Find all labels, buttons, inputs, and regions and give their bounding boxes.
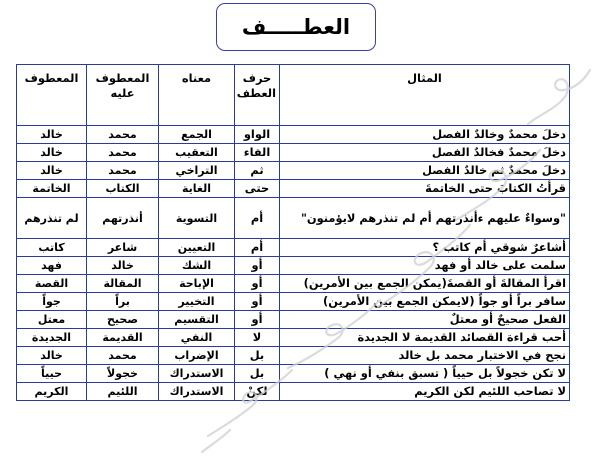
table-row	[17, 383, 570, 401]
particle-cell: أو	[235, 275, 280, 293]
table-row	[17, 239, 570, 257]
antecedent-cell: محمد	[87, 347, 159, 365]
page-title: العطـــــف	[241, 15, 351, 39]
particle-cell: بل	[235, 347, 280, 365]
antecedent-cell: محمد	[87, 126, 159, 144]
table-row	[17, 365, 570, 383]
particle-cell: لا	[235, 329, 280, 347]
header-meaning: معناه	[159, 65, 235, 126]
example-cell: لا تصاحب اللئيم لكن الكريم	[280, 383, 570, 401]
particle-cell: حتى	[235, 180, 280, 198]
conjoined-cell: معتل	[17, 311, 87, 329]
meaning-cell: التعيين	[159, 239, 235, 257]
antecedent-cell: محمد	[87, 144, 159, 162]
table-row	[17, 329, 570, 347]
particle-cell: أو	[235, 293, 280, 311]
table-row	[17, 347, 570, 365]
conjoined-cell: كاتب	[17, 239, 87, 257]
example-cell: سلمت على خالد أو فهد	[280, 257, 570, 275]
antecedent-cell: صحيح	[87, 311, 159, 329]
antecedent-cell: الكتاب	[87, 180, 159, 198]
particle-cell: أو	[235, 257, 280, 275]
table-row	[17, 257, 570, 275]
conjoined-cell: فهد	[17, 257, 87, 275]
meaning-cell: التعقيب	[159, 144, 235, 162]
particle-cell: أو	[235, 311, 280, 329]
conjoined-cell: القصة	[17, 275, 87, 293]
example-cell: قرأتُ الكتابَ حتى الخاتمةَ	[280, 180, 570, 198]
meaning-cell: التخيير	[159, 293, 235, 311]
header-conjoined: المعطوف	[17, 65, 87, 126]
example-cell: سافر براً أو جواً (لايمكن الجمع بين الأمرين)	[280, 293, 570, 311]
meaning-cell: التقسيم	[159, 311, 235, 329]
conjoined-cell: خالد	[17, 144, 87, 162]
example-cell: اقرأ المقالةَ أو القصةَ(يمكن الجمع بين الأمرين)	[280, 275, 570, 293]
example-cell: لا تكن خجولاً بل حيياً ( تسبق بنفي أو نهي )	[280, 365, 570, 383]
antecedent-cell: القديمة	[87, 329, 159, 347]
antecedent-cell: خالد	[87, 257, 159, 275]
example-cell: نجح في الاختبار محمد بل خالد	[280, 347, 570, 365]
particle-cell: الواو	[235, 126, 280, 144]
conjoined-cell: الجديدة	[17, 329, 87, 347]
antecedent-cell: اللئيم	[87, 383, 159, 401]
particle-cell: ثم	[235, 162, 280, 180]
conjoined-cell: لم تنذرهم	[17, 198, 87, 239]
meaning-cell: الاستدراك	[159, 365, 235, 383]
table-row	[17, 198, 570, 239]
meaning-cell: الإباحة	[159, 275, 235, 293]
title-box	[216, 3, 376, 51]
conjoined-cell: الكريم	[17, 383, 87, 401]
example-cell: أحب قراءة القصائد القديمة لا الجديدة	[280, 329, 570, 347]
antecedent-cell: محمد	[87, 162, 159, 180]
example-cell: دخلَ محمدٌ ثم خالدٌ الفصل	[280, 162, 570, 180]
table-row	[17, 144, 570, 162]
conjoined-cell: خالد	[17, 162, 87, 180]
meaning-cell: الجمع	[159, 126, 235, 144]
table-row	[17, 126, 570, 144]
header-example: المثال	[280, 65, 570, 126]
conjoined-cell: حيياً	[17, 365, 87, 383]
meaning-cell: الشك	[159, 257, 235, 275]
particle-cell: بل	[235, 365, 280, 383]
table-row	[17, 275, 570, 293]
antecedent-cell: براً	[87, 293, 159, 311]
conjunction-table	[16, 64, 570, 401]
table-row	[17, 311, 570, 329]
example-cell: دخلَ محمدٌ فخالدٌ الفصل	[280, 144, 570, 162]
conjoined-cell: خالد	[17, 347, 87, 365]
table-row	[17, 293, 570, 311]
meaning-cell: الغاية	[159, 180, 235, 198]
antecedent-cell: شاعر	[87, 239, 159, 257]
antecedent-cell: خجولاً	[87, 365, 159, 383]
meaning-cell: التراخي	[159, 162, 235, 180]
example-cell: أشاعرٌ شوقي أم كاتب ؟	[280, 239, 570, 257]
table-row	[17, 162, 570, 180]
conjoined-cell: خالد	[17, 126, 87, 144]
meaning-cell: الاستدراك	[159, 383, 235, 401]
meaning-cell: الإضراب	[159, 347, 235, 365]
particle-cell: لكنْ	[235, 383, 280, 401]
header-antecedent: المعطوف عليه	[87, 65, 159, 126]
example-cell: دخلَ محمدٌ وخالدٌ الفصل	[280, 126, 570, 144]
table-row	[17, 180, 570, 198]
conjoined-cell: الخاتمة	[17, 180, 87, 198]
particle-cell: أم	[235, 239, 280, 257]
example-cell: الفعل صحيحٌ أو معتلٌ	[280, 311, 570, 329]
conjoined-cell: جواً	[17, 293, 87, 311]
particle-cell: أم	[235, 198, 280, 239]
example-cell: "وسواءٌ عليهم ءأنذرتهم أم لم تنذرهم لايؤمنون"	[280, 198, 570, 239]
antecedent-cell: المقالة	[87, 275, 159, 293]
meaning-cell: النفي	[159, 329, 235, 347]
particle-cell: الفاء	[235, 144, 280, 162]
antecedent-cell: أنذرتهم	[87, 198, 159, 239]
header-row	[17, 65, 570, 126]
meaning-cell: التسوية	[159, 198, 235, 239]
header-particle: حرف العطف	[235, 65, 280, 126]
